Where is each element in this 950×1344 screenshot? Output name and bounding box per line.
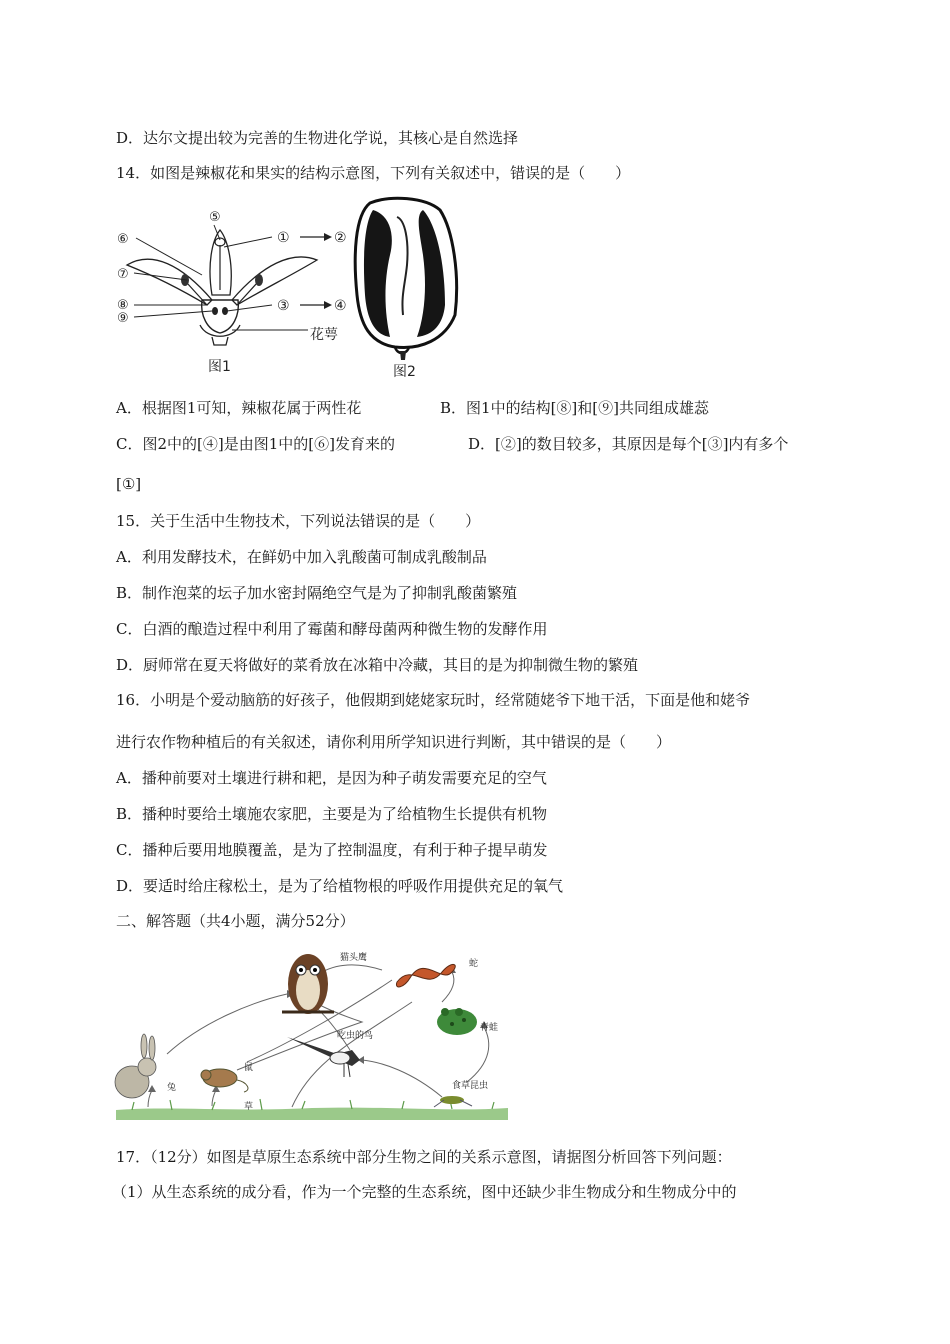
fig1-caption: 图1 xyxy=(208,359,231,375)
insect-label: 食草昆虫 xyxy=(452,1081,489,1091)
q17-stem: 17．（12分）如图是草原生态系统中部分生物之间的关系示意图，请据图分析回答下列问题： xyxy=(116,1148,732,1166)
q15-option-b: B．制作泡菜的坛子加水密封隔绝空气是为了抑制乳酸菌繁殖 xyxy=(116,584,518,602)
frog-label: 青蛙 xyxy=(480,1023,499,1033)
marker-5: ⑤ xyxy=(209,210,221,225)
q16-stem-2: 进行农作物种植后的有关叙述，请你利用所学知识进行判断，其中错误的是（ ） xyxy=(116,733,672,751)
marker-9: ⑨ xyxy=(117,311,129,326)
q15-option-d: D．厨师常在夏天将做好的菜肴放在冰箱中冷藏，其目的是为抑制微生物的繁殖 xyxy=(116,656,639,674)
q14-stem: 14．如图是辣椒花和果实的结构示意图，下列有关叙述中，错误的是（ ） xyxy=(116,164,631,182)
q16-option-d: D．要适时给庄稼松土，是为了给植物根的呼吸作用提供充足的氧气 xyxy=(116,877,564,895)
marker-3: ③ xyxy=(277,298,290,314)
rabbit-label: 兔 xyxy=(167,1083,177,1093)
food-web-diagram xyxy=(112,942,512,1124)
q16-option-c: C．播种后要用地膜覆盖，是为了控制温度，有利于种子提早萌发 xyxy=(116,841,548,859)
q14-option-c: C．图2中的[④]是由图1中的[⑥]发育来的 xyxy=(116,435,395,453)
q13-option-d: D．达尔文提出较为完善的生物进化学说，其核心是自然选择 xyxy=(116,129,519,147)
q16-option-b: B．播种时要给土壤施农家肥，主要是为了给植物生长提供有机物 xyxy=(116,805,548,823)
marker-4: ④ xyxy=(334,298,347,314)
q16-option-a: A．播种前要对土壤进行耕和耙，是因为种子萌发需要充足的空气 xyxy=(116,769,547,787)
q14-option-d: D．[②]的数目较多，其原因是每个[③]内有多个 xyxy=(468,435,789,453)
marker-6: ⑥ xyxy=(117,232,129,247)
q15-option-a: A．利用发酵技术，在鲜奶中加入乳酸菌可制成乳酸制品 xyxy=(116,548,487,566)
marker-8: ⑧ xyxy=(117,298,129,313)
marker-7: ⑦ xyxy=(117,267,129,282)
pepper-flower-diagram xyxy=(112,205,357,380)
mouse-label: 鼠 xyxy=(244,1063,254,1073)
fig2-caption: 图2 xyxy=(393,364,416,380)
q15-option-c: C．白酒的酿造过程中利用了霉菌和酵母菌两种微生物的发酵作用 xyxy=(116,620,548,638)
grass-label: 草 xyxy=(244,1102,254,1112)
sepal-label: 花萼 xyxy=(310,327,338,343)
q16-stem-1: 16．小明是个爱动脑筋的好孩子，他假期到姥姥家玩时，经常随姥爷下地干活，下面是他和姥爷 xyxy=(116,691,751,709)
snake-label: 蛇 xyxy=(469,959,479,969)
marker-1: ① xyxy=(277,230,290,246)
section-title: 二、解答题（共4小题，满分52分） xyxy=(116,912,355,930)
bird-label: 吃虫的鸟 xyxy=(337,1031,374,1041)
q14-option-b: B．图1中的结构[⑧]和[⑨]共同组成雄蕊 xyxy=(440,399,709,417)
q14-option-d-cont: [①] xyxy=(116,475,142,493)
marker-2: ② xyxy=(334,230,347,246)
pepper-fruit-diagram xyxy=(345,195,465,385)
q17-sub1: （1）从生态系统的成分看，作为一个完整的生态系统，图中还缺少非生物成分和生物成分中的 xyxy=(112,1183,737,1201)
q14-option-a: A．根据图1可知，辣椒花属于两性花 xyxy=(116,399,362,417)
q15-stem: 15．关于生活中生物技术，下列说法错误的是（ ） xyxy=(116,512,481,530)
owl-label: 猫头鹰 xyxy=(340,953,368,963)
